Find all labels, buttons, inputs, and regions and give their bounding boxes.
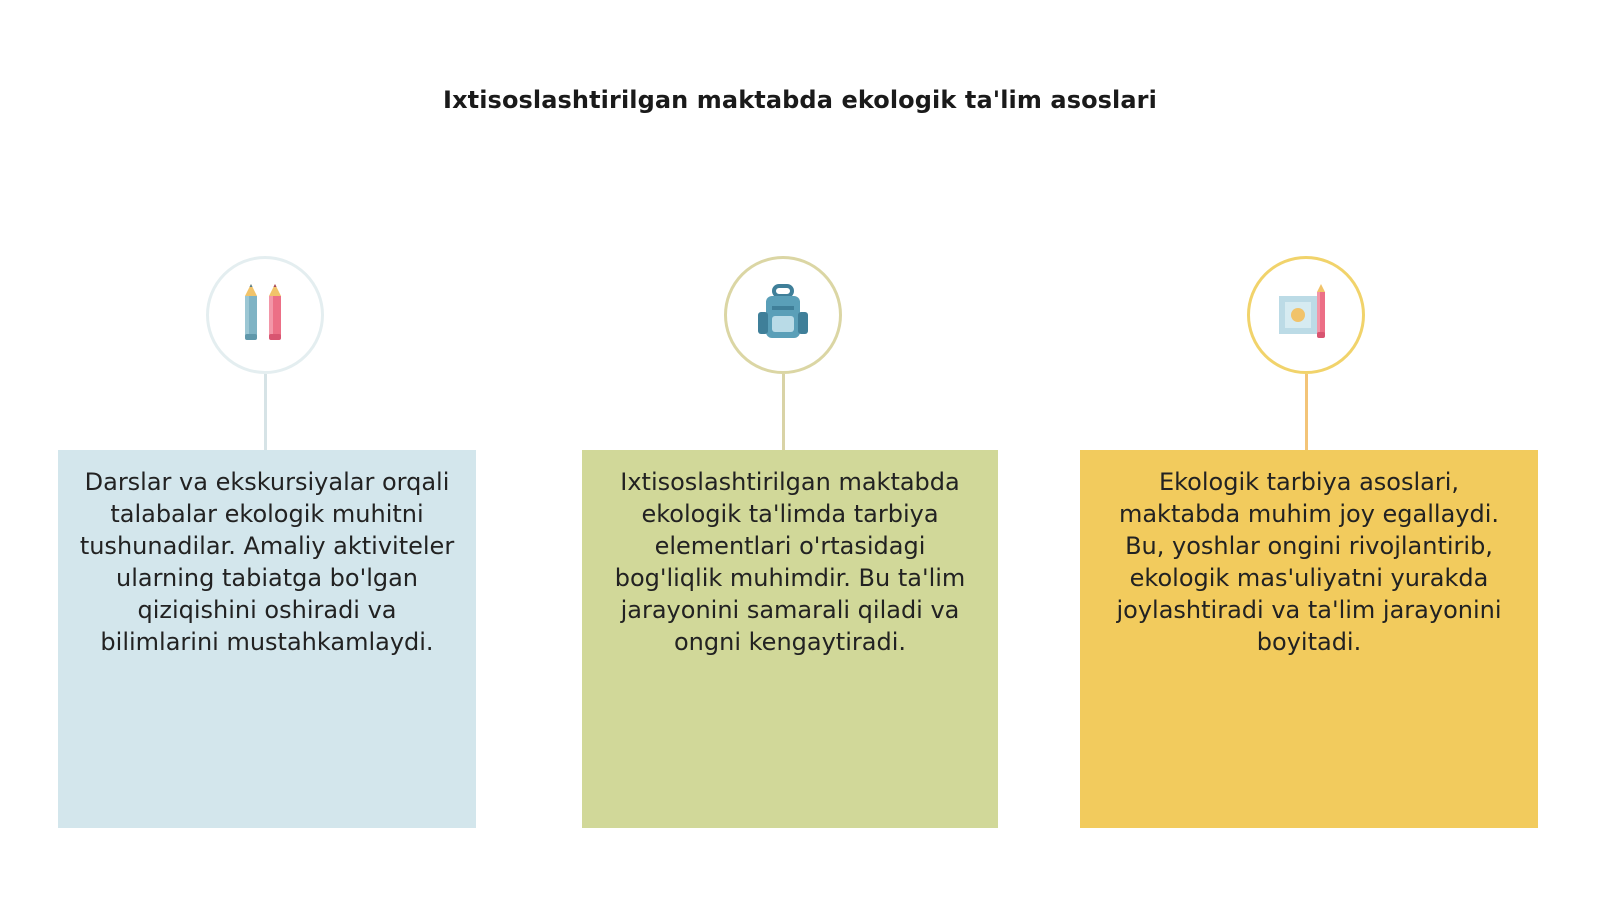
backpack-icon [752,282,814,348]
info-card-3 [1080,450,1538,828]
connector-line-3 [1305,374,1308,450]
notebook-pencil-icon [1275,282,1337,348]
pencils-icon [237,282,293,348]
icon-circle-2 [724,256,842,374]
info-card-1 [58,450,476,828]
card-text-1: Darslar va ekskursiyalar orqali talabalar ekologik muhitni tushunadilar. Amaliy aktiviteler ularning tabiatga bo'lgan qiziqishini oshiradi va bilimlarini mustahkamlaydi. [79,468,455,656]
connector-line-2 [782,374,785,450]
info-card-2 [582,450,998,828]
card-text-3: Ekologik tarbiya asoslari, maktabda muhim joy egallaydi. Bu, yoshlar ongini rivojlantirib, ekologik mas'uliyatni yurakda joylashtiradi va ta'lim jarayonini boyitadi. [1116,468,1502,656]
page-title: Ixtisoslashtirilgan maktabda ekologik ta'lim asoslari [443,86,1157,114]
icon-circle-1 [206,256,324,374]
icon-circle-3 [1247,256,1365,374]
connector-line-1 [264,374,267,450]
card-text-2: Ixtisoslashtirilgan maktabda ekologik ta'limda tarbiya elementlari o'rtasidagi bog'liqlik muhimdir. Bu ta'lim jarayonini samarali qiladi va ongni kengaytiradi. [614,468,966,656]
